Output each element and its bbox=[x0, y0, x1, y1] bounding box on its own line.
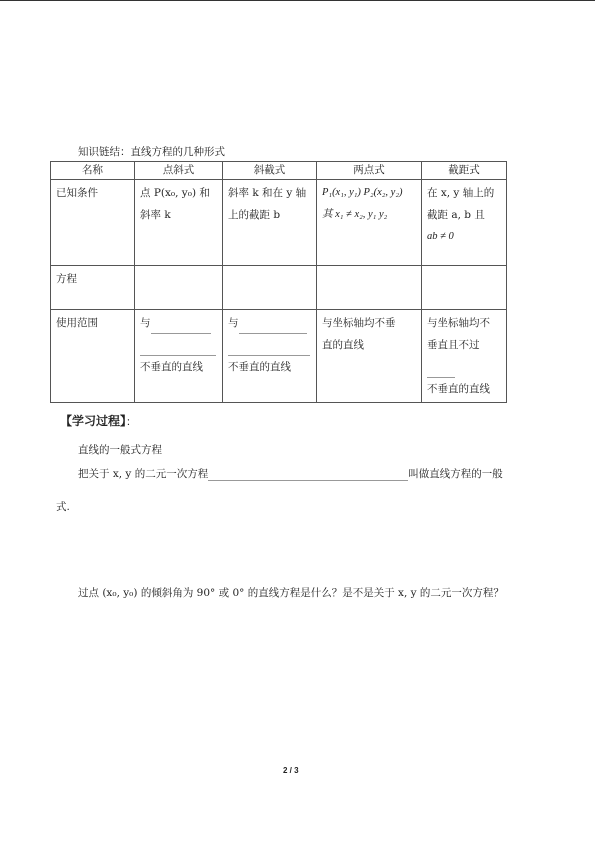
table-row-conditions bbox=[51, 180, 507, 266]
line-equation-forms-table bbox=[50, 161, 507, 403]
table-row-scope bbox=[51, 310, 507, 403]
cell-two-point-scope: 与坐标轴均不垂 直的直线 bbox=[317, 310, 422, 403]
definition-line: 把关于 x, y 的二元一次方程 叫做直线方程的一般 bbox=[78, 468, 503, 480]
definition-continuation: 式. bbox=[56, 501, 70, 513]
page-number: 2 / 3 bbox=[283, 766, 299, 775]
learning-process-heading: 【学习过程】： bbox=[60, 414, 137, 428]
page-top-rule bbox=[0, 0, 595, 1]
row-label-conditions: 已知条件 bbox=[51, 180, 135, 266]
header-name: 名称 bbox=[51, 162, 135, 180]
cell-slope-intercept-equation[interactable] bbox=[223, 266, 317, 310]
question-text: 过点 (x₀, y₀) 的倾斜角为 90° 或 0° 的直线方程是什么？是不是关于 x, y 的二元一次方程？ bbox=[78, 587, 504, 599]
general-form-title: 直线的一般式方程 bbox=[78, 444, 162, 456]
header-slope-intercept: 斜截式 bbox=[223, 162, 317, 180]
row-label-equation: 方程 bbox=[51, 266, 135, 310]
cell-intercept-equation[interactable] bbox=[422, 266, 507, 310]
cell-slope-intercept-scope: 与 不垂直的直线 bbox=[223, 310, 317, 403]
cell-point-slope-equation[interactable] bbox=[135, 266, 223, 310]
cell-intercept-conditions: 在 x, y 轴上的 截距 a, b 且 ab ≠ 0 bbox=[422, 180, 507, 266]
cell-point-slope-scope: 与 不垂直的直线 bbox=[135, 310, 223, 403]
cell-two-point-conditions: P₁(x₁, y₁) P₂(x₂, y₂) 其 x₁ ≠ x₂, y₁ y₂ bbox=[317, 180, 422, 266]
table-header-row bbox=[51, 162, 507, 180]
cell-point-slope-conditions: 点 P(x₀, y₀) 和 斜率 k bbox=[135, 180, 223, 266]
definition-blank[interactable] bbox=[208, 480, 408, 481]
table-row-equation bbox=[51, 266, 507, 310]
header-two-point: 两点式 bbox=[317, 162, 422, 180]
cell-intercept-scope: 与坐标轴均不 垂直且不过 不垂直的直线 bbox=[422, 310, 507, 403]
header-point-slope: 点斜式 bbox=[135, 162, 223, 180]
cell-slope-intercept-conditions: 斜率 k 和在 y 轴 上的截距 b bbox=[223, 180, 317, 266]
row-label-scope: 使用范围 bbox=[51, 310, 135, 403]
section-link-title: 知识链结：直线方程的几种形式 bbox=[78, 146, 225, 158]
header-intercept: 截距式 bbox=[422, 162, 507, 180]
cell-two-point-equation[interactable] bbox=[317, 266, 422, 310]
